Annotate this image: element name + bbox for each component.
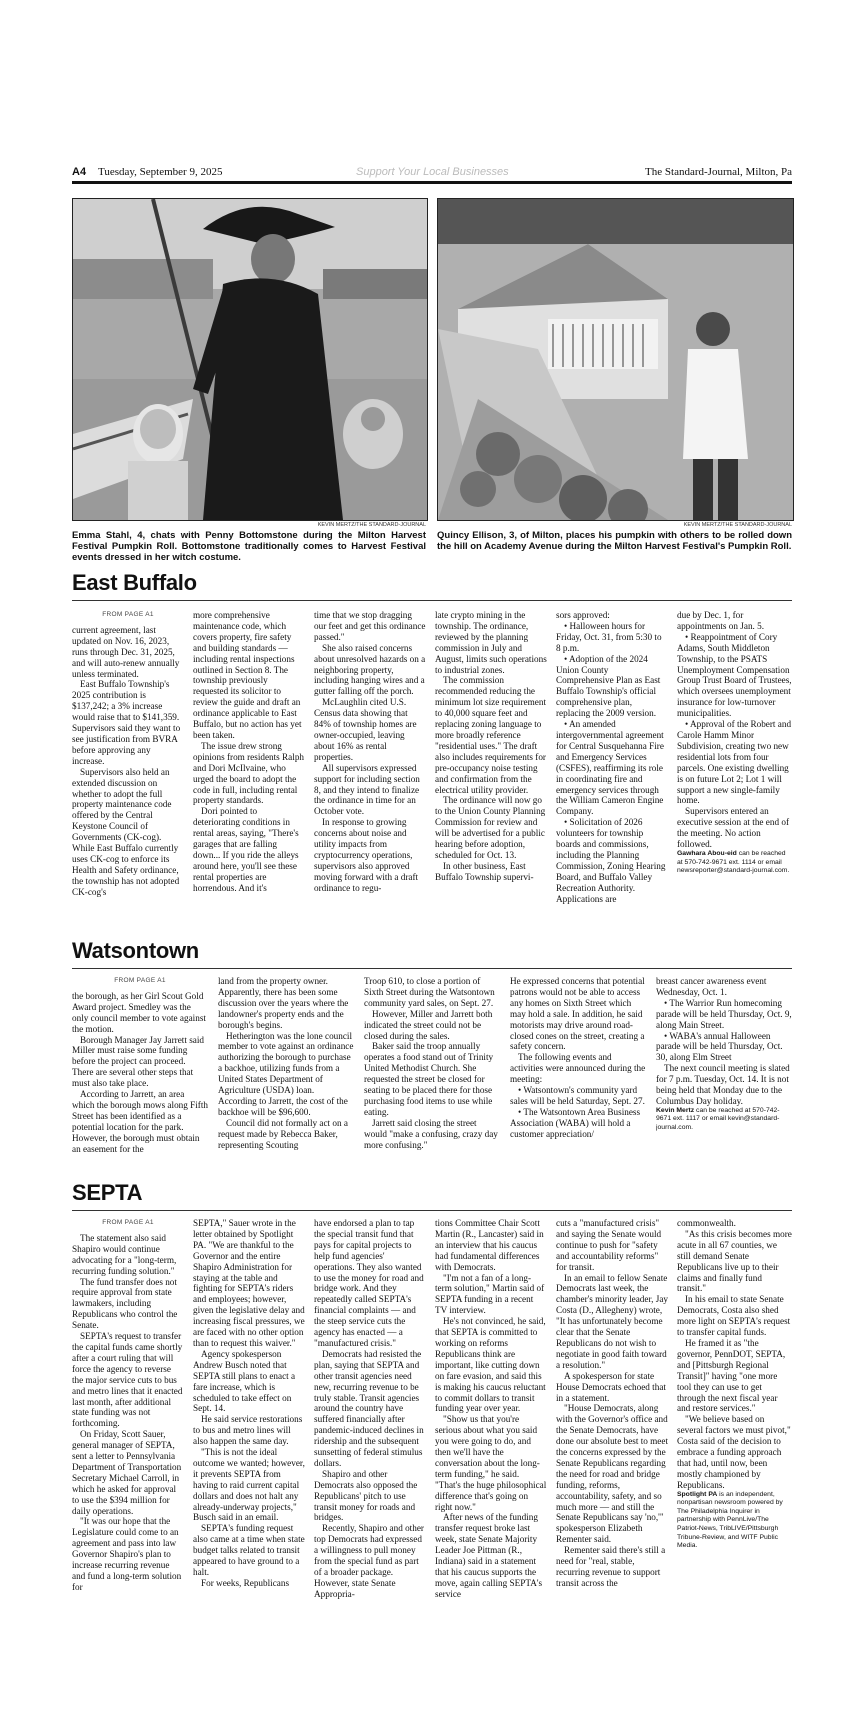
paragraph: In response to growing concerns about noise and utility impacts from cryptocurrency operations, supervisors also approved moving forward with a draft ordinance to regu-: [314, 817, 419, 893]
paragraph: breast cancer awareness event Wednesday, Oct. 1.: [656, 976, 767, 997]
paragraph: • Reappointment of Cory Adams, South Middleton Township, to the PSATS Unemployment Compensation Group Trust Board of Trustees, which oversees unemployment insurance for low-turnover municipalities.: [677, 631, 792, 719]
section-rule: [72, 600, 792, 601]
paragraph: McLaughlin cited U.S. Census data showing that 84% of township homes are owner-occupied, leaving about 16% as rental properties.: [314, 697, 417, 762]
paragraph: In other business, East Buffalo Township supervi-: [435, 860, 534, 882]
paragraph: Dori pointed to deteriorating conditions in rental areas, saying, "There's garages that are falling down... If you ride the alleys around here, you'll see these rental properties are horrendous. And it's: [193, 806, 299, 893]
paragraph: He's not convinced, he said, that SEPTA is committed to working on reforms Republicans think are important, like cutting down on fare evasion, and said this is making his caucus reluctant to commit dollars to transit funding year over year.: [435, 1316, 546, 1414]
column: [72, 610, 184, 898]
paragraph: late crypto mining in the township. The ordinance, reviewed by the planning commission in July and August, limits such operations to industrial zones.: [435, 610, 547, 675]
column: [435, 610, 547, 883]
paragraph: Agency spokesperson Andrew Busch noted that SEPTA still plans to enact a fare increase, which is scheduled to take effect on Sept. 14.: [193, 1348, 296, 1414]
author-contact: can be reached at 570-742-9671 ext. 1117 or email kevin@standard-journal.com.: [656, 1106, 780, 1132]
page-number: A4: [72, 166, 87, 178]
paragraph: cuts a "manufactured crisis" and saying the Senate would continue to push for "safety and accountability reforms" for transit.: [556, 1218, 662, 1272]
photo-boy-with-pumpkins: [437, 198, 794, 521]
paragraph: The fund transfer does not require approval from state lawmakers, including Republicans who control the Senate.: [72, 1276, 178, 1331]
header-rule: [72, 181, 792, 184]
jump-line: FROM PAGE A1: [102, 1219, 154, 1226]
paragraph: • Adoption of the 2024 Union County Comprehensive Plan as East Buffalo Township's official comprehensive plan, replacing the 2009 version.: [556, 653, 661, 719]
column: [656, 976, 792, 1133]
paragraph: "As this crisis becomes more acute in all 67 counties, we still demand Senate Republicans live up to their claims and finally fund transit.": [677, 1228, 792, 1294]
paragraph: In his email to state Senate Democrats, Costa also shed more light on SEPTA's request to transfer capital funds.: [677, 1294, 791, 1338]
author-contact: can be reached at 570-742-9671 ext. 1114 or email newsreporter@standard-journal.com.: [677, 849, 790, 875]
newspaper-page: [72, 0, 792, 1728]
column: [72, 976, 208, 1155]
column: [314, 610, 426, 894]
author-name: Spotlight PA: [677, 1490, 718, 1498]
photo-credit: KEVIN MERTZ/THE STANDARD-JOURNAL: [317, 522, 426, 528]
author-signoff: [677, 1491, 792, 1551]
paper-name: The Standard-Journal, Milton, Pa: [645, 166, 792, 178]
column: [314, 1218, 426, 1600]
paragraph: He framed it as "the governor, PennDOT, SEPTA, and [Pittsburgh Regional Transit]" having "one more tool they can use to get through the next fiscal year and restore services.": [677, 1337, 786, 1414]
paragraph: tions Committee Chair Scott Martin (R., Lancaster) said in an interview that his caucus had fundamental differences with Democrats.: [435, 1218, 544, 1272]
paragraph: Supervisors also held an extended discussion on whether to adopt the full property maintenance code offered by the Central Keystone Council of Governments (CK-cog). While East Buffalo currently uses CK-cog to enforce its Health and Safety ordinance, the township has not adopted CK-cog's: [72, 766, 180, 897]
header-slogan: Support Your Local Businesses: [356, 166, 509, 178]
author-name: Kevin Mertz: [656, 1106, 695, 1114]
paragraph: For weeks, Republicans: [201, 1577, 290, 1588]
paragraph: land from the property owner. Apparently, there has been some discussion over the years where the landowner's property ends and the borough's begins.: [218, 976, 349, 1030]
paragraph: All supervisors expressed support for including section 8, and they intend to finalize the ordinance in time for an October vote.: [314, 762, 420, 817]
paragraph: On Friday, Scott Sauer, general manager of SEPTA, sent a letter to Pennsylvania Department of Transportation Secretary Michael Carroll, in which he asked for approval to use the $394 million for daily operations.: [72, 1429, 182, 1516]
paragraph: The next council meeting is slated for 7 p.m. Tuesday, Oct. 14. It is not being held that Monday due to the Columbus Day holiday.: [656, 1063, 790, 1106]
paragraph: • The Warrior Run homecoming parade will be held Thursday, Oct. 9, along Main Street.: [656, 997, 792, 1030]
section-title: SEPTA: [72, 1180, 143, 1205]
paragraph: Borough Manager Jay Jarrett said Miller must raise some funding before the project can proceed. There are several other steps that must also take place.: [72, 1034, 204, 1089]
column: [556, 610, 668, 904]
paragraph: • An amended intergovernmental agreement for Central Susquehanna Fire and Emergency Services (CSFES), reaffirming its role in coordinating fire and emergency services through the William Cameron Engine Company.: [556, 719, 664, 817]
column: [72, 1218, 184, 1593]
column: [435, 1218, 547, 1600]
paragraph: Jarrett said closing the street would "make a confusing, crazy day more confusing.": [364, 1117, 498, 1150]
issue-date: Tuesday, September 9, 2025: [98, 166, 223, 178]
paragraph: • Approval of the Robert and Carole Hamm Minor Subdivision, creating two new residential lots from four parcels. One existing dwelling is on future Lot 2; Lot 1 will support a new single-family home.: [677, 719, 792, 806]
page-header: [72, 166, 792, 180]
column: [677, 1218, 792, 1551]
paragraph: However, Miller and Jarrett both indicated the street could not be closed during the sales.: [364, 1008, 493, 1041]
paragraph: time that we stop dragging our feet and get this ordinance passed.": [314, 610, 426, 642]
column: [510, 976, 646, 1140]
paragraph: "Show us that you're serious about what you said you were going to do, and then we'll have the conversation about the long-term funding," he said. "That's the huge philosophical difference that's going on right now.": [435, 1414, 547, 1512]
paragraph: The following events and activities were announced during the meeting:: [510, 1052, 646, 1085]
section-title: East Buffalo: [72, 570, 197, 595]
paragraph: • Watsontown's community yard sales will be held Saturday, Sept. 27.: [510, 1085, 645, 1106]
column: [193, 610, 305, 894]
section-rule: [72, 968, 792, 969]
author-signoff: [677, 850, 792, 876]
article-columns: [72, 1218, 792, 1668]
paragraph: The issue drew strong opinions from residents Ralph and Dori McIlvaine, who urged the board to adopt the code in full, including rental property standards.: [193, 740, 305, 806]
paragraph: • Solicitation of 2026 volunteers for township boards and commissions, including the Planning Commission, Zoning Hearing Board, and Buffalo Valley Recreation Authority. Applications are: [556, 817, 666, 904]
paragraph: The statement also said Shapiro would continue advocating for a "long-term, recurring funding solution.": [72, 1232, 177, 1276]
column: [193, 1218, 305, 1589]
paragraph: current agreement, last updated on Nov. 16, 2023, runs through Dec. 31, 2025, and will auto-renew annually unless terminated.: [72, 624, 180, 679]
article-columns: [72, 610, 792, 930]
paragraph: The commission recommended reducing the minimum lot size requirement to 40,000 square feet and replacing zoning language to more broadly reference "residential uses." The draft also includes requirements for pre-occupancy noise testing and confirmation from the electrical utility provider.: [435, 675, 546, 795]
paragraph: In an email to fellow Senate Democrats last week, the chamber's minority leader, Jay Costa (D., Allegheny) wrote, "It has unfortunately become clear that the Senate Republicans do not wish to negotiate in good faith toward a resolution.": [556, 1272, 668, 1370]
paragraph: He said service restorations to bus and metro lines will also happen the same day.: [193, 1414, 303, 1447]
paragraph: more comprehensive maintenance code, which covers property, fire safety and building standards — including rental inspections outlined in Section 8. The township previously requested its solicitor to review the guide and draft an ordinance applicable to East Buffalo, but no action has yet been taken.: [193, 610, 302, 740]
paragraph: Democrats had resisted the plan, saying that SEPTA and other transit agencies need new, recurring revenue to be truly stable. Transit agencies around the country have suffered financially after pandemic-induced declines in ridership and the subsequent sunsetting of federal stimulus dollars.: [314, 1348, 424, 1468]
paragraph: have endorsed a plan to tap the special transit fund that pays for capital projects to help fund agencies' operations. They also wanted to use the money for road and bridge work. And they repeatedly called SEPTA's financial complaints — and the steep service cuts the agency has enacted — a "manufactured crisis.": [314, 1218, 424, 1348]
section-rule: [72, 1210, 792, 1211]
column: [218, 976, 354, 1151]
article-columns: [72, 976, 792, 1176]
column: [364, 976, 500, 1151]
paragraph: East Buffalo Township's 2025 contribution is $137,242; a 3% increase would raise that to $141,359. Supervisors said they want to see justification from BVRA before approving any increase.: [72, 679, 181, 766]
paragraph: sors approved:: [556, 610, 610, 620]
author-contact: is an independent, nonpartisan newsroom powered by The Philadelphia Inquirer in partnership with PennLive/The Patriot-News, TribLIVE/Pittsburgh Tribune-Review, and WITF Public Media.: [677, 1490, 783, 1550]
paragraph: • WABA's annual Halloween parade will be held Thursday, Oct. 30, along Elm Street: [656, 1030, 783, 1063]
photo-witch-and-child: [72, 198, 428, 521]
paragraph: • The Watsontown Area Business Association (WABA) will hold a customer appreciation/: [510, 1106, 641, 1139]
paragraph: the borough, as her Girl Scout Gold Award project. Smedley was the only council member to vote against the motion.: [72, 990, 206, 1034]
author-name: Gawhara Abou-eid: [677, 849, 737, 857]
paragraph: Baker said the troop annually operates a food stand out of Trinity United Methodist Church. She requested the street be closed for seating to be placed there for those purchasing food items to use while eating.: [364, 1041, 494, 1117]
author-signoff: [656, 1107, 792, 1133]
paragraph: Supervisors entered an executive session at the end of the meeting. No action followed.: [677, 806, 789, 850]
section-title: Watsontown: [72, 938, 199, 963]
paragraph: According to Jarrett, an area which the borough mows along Fifth Street has been identified as a potential location for the park. However, the borough must obtain an easement for the: [72, 1089, 208, 1154]
paragraph: Rementer said there's still a need for "real, stable, recurring revenue to support transit across the: [556, 1545, 666, 1588]
column: [677, 610, 792, 876]
paragraph: Council did not formally act on a request made by Rebecca Baker, representing Scouting: [218, 1117, 348, 1150]
jump-line: FROM PAGE A1: [114, 977, 166, 984]
paragraph: SEPTA's funding request also came at a time when state budget talks related to transit appeared to have ground to a halt.: [193, 1523, 305, 1577]
paragraph: The ordinance will now go to the Union County Planning Commission for review and will be advertised for a public hearing before adoption, scheduled for Oct. 13.: [435, 795, 546, 860]
photo-caption: Emma Stahl, 4, chats with Penny Bottomstone during the Milton Harvest Festival Pumpkin Roll. Bottomstone traditionally comes to Harvest Festival events dressed in her witch costume.: [72, 530, 426, 563]
paragraph: "We believe based on several factors we must pivot," Costa said of the decision to embrace a funding approach that had, until now, been mostly championed by Republicans.: [677, 1414, 791, 1490]
paragraph: due by Dec. 1, for appointments on Jan. 5.: [677, 610, 765, 631]
paragraph: "House Democrats, along with the Governor's office and the Senate Democrats, have done our absolute best to meet the concerns expressed by the Senate Republicans regarding the need for road and bridge funding, reforms, accountability, safety, and so much more — and still the Senate Republicans say 'no,'" spokesperson Elizabeth Rementer said.: [556, 1403, 668, 1545]
paragraph: • Halloween hours for Friday, Oct. 31, from 5:30 to 8 p.m.: [556, 620, 662, 653]
paragraph: "I'm not a fan of a long-term solution," Martin said of SEPTA funding in a recent TV interview.: [435, 1272, 545, 1316]
paragraph: A spokesperson for state House Democrats echoed that in a statement.: [556, 1370, 666, 1403]
paragraph: After news of the funding transfer request broke last week, state Senate Majority Leader Joe Pittman (R., Indiana) said in a statement that his caucus supports the move, again calling SEPTA's service: [435, 1512, 543, 1599]
paragraph: Shapiro and other Democrats also opposed the Republicans' pitch to use transit money for roads and bridges.: [314, 1468, 418, 1523]
paragraph: SEPTA," Sauer wrote in the letter obtained by Spotlight PA. "We are thankful to the Governor and the entire Shapiro Administration for staying at the table and fighting for SEPTA's riders and employees; however, given the legislative delay and increasing fiscal pressures, we are faced with no other option than to request this waiver.": [193, 1218, 305, 1348]
paragraph: Hetherington was the lone council member to vote against an ordinance authorizing the borough to purchase a backhoe, utilizing funds from a United States Department of Agriculture (USDA) loan. According to Jarrett, the cost of the backhoe will be $96,600.: [218, 1030, 354, 1117]
column: [556, 1218, 668, 1589]
paragraph: commonwealth.: [677, 1218, 736, 1228]
paragraph: Recently, Shapiro and other top Democrats had expressed a willingness to pull money from the special fund as part of a broader package. However, state Senate Appropria-: [314, 1523, 424, 1599]
paragraph: "This is not the ideal outcome we wanted; however, it prevents SEPTA from having to raid current capital dollars and does not halt any already-underway projects," Busch said in an email.: [193, 1447, 305, 1523]
photo-credit: KEVIN MERTZ/THE STANDARD-JOURNAL: [683, 522, 792, 528]
paragraph: She also raised concerns about unresolved hazards on a neighboring property, including hanging wires and a gutter falling off the porch.: [314, 642, 426, 697]
paragraph: "It was our hope that the Legislature could come to an agreement and pass into law Governor Shapiro's plan to increase recurring revenue and fund a long-term solution for: [72, 1516, 182, 1592]
photo-caption: Quincy Ellison, 3, of Milton, places his pumpkin with others to be rolled down the hill on Academy Avenue during the Milton Harvest Festival's Pumpkin Roll.: [437, 530, 792, 552]
paragraph: He expressed concerns that potential patrons would not be able to access any homes on Sixth Street which may hold a sale. In addition, he said motorists may drive around road-closed cones on the street, creating a safety concern.: [510, 976, 645, 1052]
paragraph: SEPTA's request to transfer the capital funds came shortly after a court ruling that will force the agency to reverse the major service cuts to bus and metro lines that it enacted last month, after additional state funding was not forthcoming.: [72, 1331, 183, 1429]
paragraph: Troop 610, to close a portion of Sixth Street during the Watsontown community yard sales, on Sept. 27.: [364, 976, 495, 1008]
jump-line: FROM PAGE A1: [102, 611, 154, 618]
